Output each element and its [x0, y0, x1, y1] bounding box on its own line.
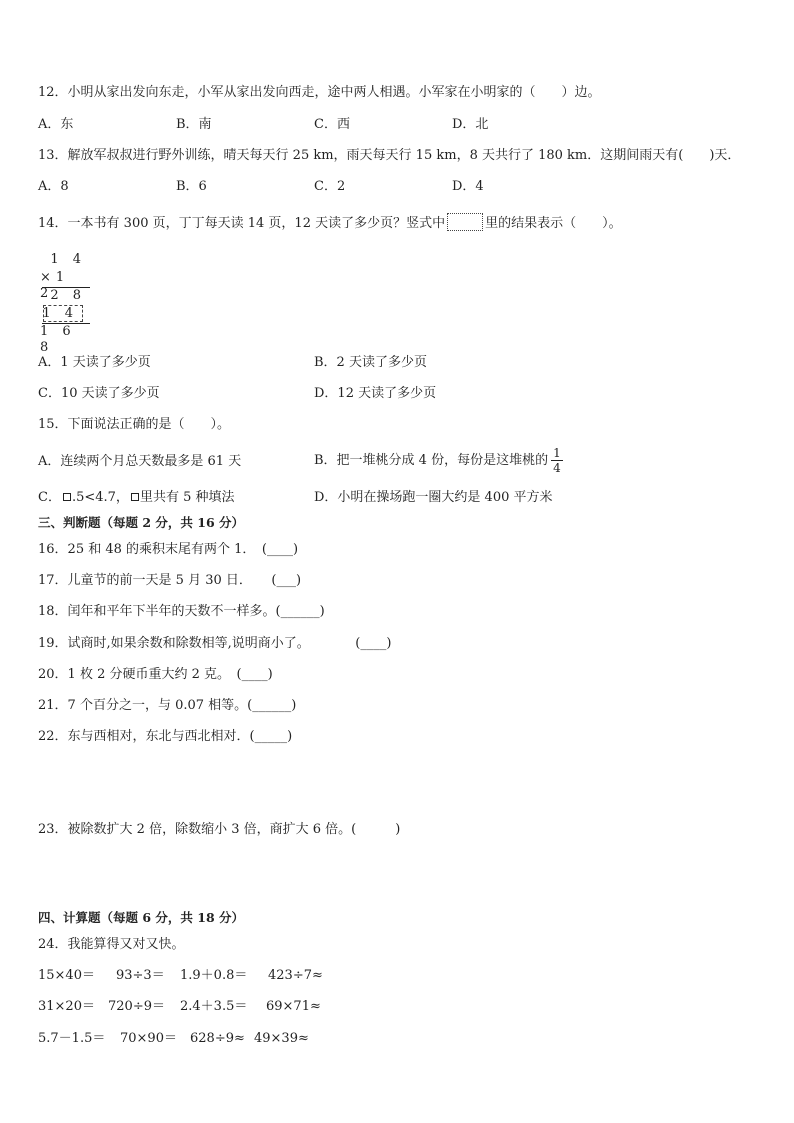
q13-option-a[interactable]: A．8 — [38, 179, 69, 194]
calc-item: 31×20＝ — [38, 999, 95, 1014]
calc-item: 93÷3＝ — [116, 968, 165, 983]
judge-item-23: 23．被除数扩大 2 倍，除数缩小 3 倍，商扩大 6 倍。( ) — [38, 822, 401, 837]
calc-item: 5.7－1.5＝ — [38, 1031, 106, 1046]
judge-item-16: 16．25 和 48 的乘积末尾有两个 1． (____) — [38, 542, 299, 557]
q14-option-a[interactable]: A．1 天读了多少页 — [38, 355, 151, 370]
q15-option-c-middle: .5<4.7， — [71, 490, 129, 505]
calc-row-1 — [38, 967, 323, 985]
q14-stem — [38, 213, 622, 233]
calc-item: 2.4＋3.5＝ — [180, 999, 248, 1014]
calc-item: 15×40＝ — [38, 968, 95, 983]
calc-item: 70×90＝ — [120, 1031, 177, 1046]
q15-option-b[interactable] — [314, 442, 563, 480]
q14-option-c[interactable]: C．10 天读了多少页 — [38, 386, 160, 401]
blank-square-icon — [63, 493, 71, 501]
judge-item-19: 19．试商时,如果余数和除数相等,说明商小了。 (____) — [38, 636, 392, 651]
q13-option-c[interactable]: C．2 — [314, 179, 346, 194]
judge-item-20: 20．1 枚 2 分硬币重大约 2 克。 (____) — [38, 667, 273, 682]
q13-option-d[interactable]: D．4 — [452, 179, 484, 194]
mult-row-4: 1 4 — [42, 306, 78, 321]
q14-option-b[interactable]: B．2 天读了多少页 — [314, 355, 427, 370]
dotted-box-icon — [447, 213, 483, 231]
calc-item: 423÷7≈ — [268, 968, 323, 983]
mult-row-5: 1 6 8 — [40, 324, 76, 355]
calc-item: 720÷9＝ — [108, 999, 165, 1014]
q14-stem-part-a: 14．一本书有 300 页，丁丁每天读 14 页，12 天读了多少页？竖式中 — [38, 216, 446, 231]
q24-stem: 24．我能算得又对又快。 — [38, 937, 185, 952]
q12-option-c[interactable]: C．西 — [314, 117, 350, 132]
judge-item-17: 17．儿童节的前一天是 5 月 30 日． (___) — [38, 573, 302, 588]
q15-option-a[interactable]: A．连续两个月总天数最多是 61 天 — [38, 454, 242, 469]
q15-option-b-text: B．把一堆桃分成 4 份，每份是这堆桃的 — [314, 453, 549, 468]
fraction-numerator: 1 — [553, 446, 561, 460]
q14-stem-part-b: 里的结果表示（ ）。 — [485, 216, 622, 231]
judge-item-21: 21．7 个百分之一，与 0.07 相等。(______) — [38, 698, 297, 713]
fraction-denominator: 4 — [553, 461, 561, 475]
calc-row-3 — [38, 1030, 309, 1048]
q13-stem: 13．解放军叔叔进行野外训练，晴天每天行 25 km，雨天每天行 15 km，8 天共行了 180 km．这期间雨天有( )天． — [38, 148, 741, 163]
calc-item: 1.9＋0.8＝ — [180, 968, 248, 983]
mult-row-2: ×1 2 — [40, 270, 70, 301]
q15-stem: 15．下面说法正确的是（ ）。 — [38, 417, 231, 432]
judge-item-18: 18．闰年和平年下半年的天数不一样多。(______) — [38, 604, 325, 619]
calc-item: 49×39≈ — [254, 1031, 309, 1046]
q13-option-b[interactable]: B．6 — [176, 179, 207, 194]
calc-item: 628÷9≈ — [190, 1031, 245, 1046]
fraction — [551, 446, 563, 475]
q15-option-c-tail: 里共有 5 种填法 — [139, 490, 235, 505]
q12-stem: 12．小明从家出发向东走，小军从家出发向西走，途中两人相遇。小军家在小明家的（ ）边。 — [38, 85, 601, 100]
q15-option-c[interactable] — [38, 489, 234, 507]
judge-item-22: 22．东与西相对，东北与西北相对．(_____) — [38, 729, 293, 744]
q15-option-d[interactable]: D．小明在操场跑一圈大约是 400 平方米 — [314, 490, 553, 505]
blank-square-icon — [131, 493, 139, 501]
q14-option-d[interactable]: D．12 天读了多少页 — [314, 386, 437, 401]
q12-option-b[interactable]: B．南 — [176, 117, 212, 132]
mult-row-1: 1 4 — [50, 252, 86, 267]
q12-option-d[interactable]: D．北 — [452, 117, 489, 132]
section-4-title: 四、计算题（每题 6 分，共 18 分） — [38, 910, 245, 925]
q15-option-c-prefix: C． — [38, 490, 61, 505]
calc-row-2 — [38, 998, 321, 1016]
calc-item: 69×71≈ — [266, 999, 321, 1014]
section-3-title: 三、判断题（每题 2 分，共 16 分） — [38, 515, 245, 530]
mult-row-3: 2 8 — [50, 288, 86, 303]
q12-option-a[interactable]: A．东 — [38, 117, 74, 132]
